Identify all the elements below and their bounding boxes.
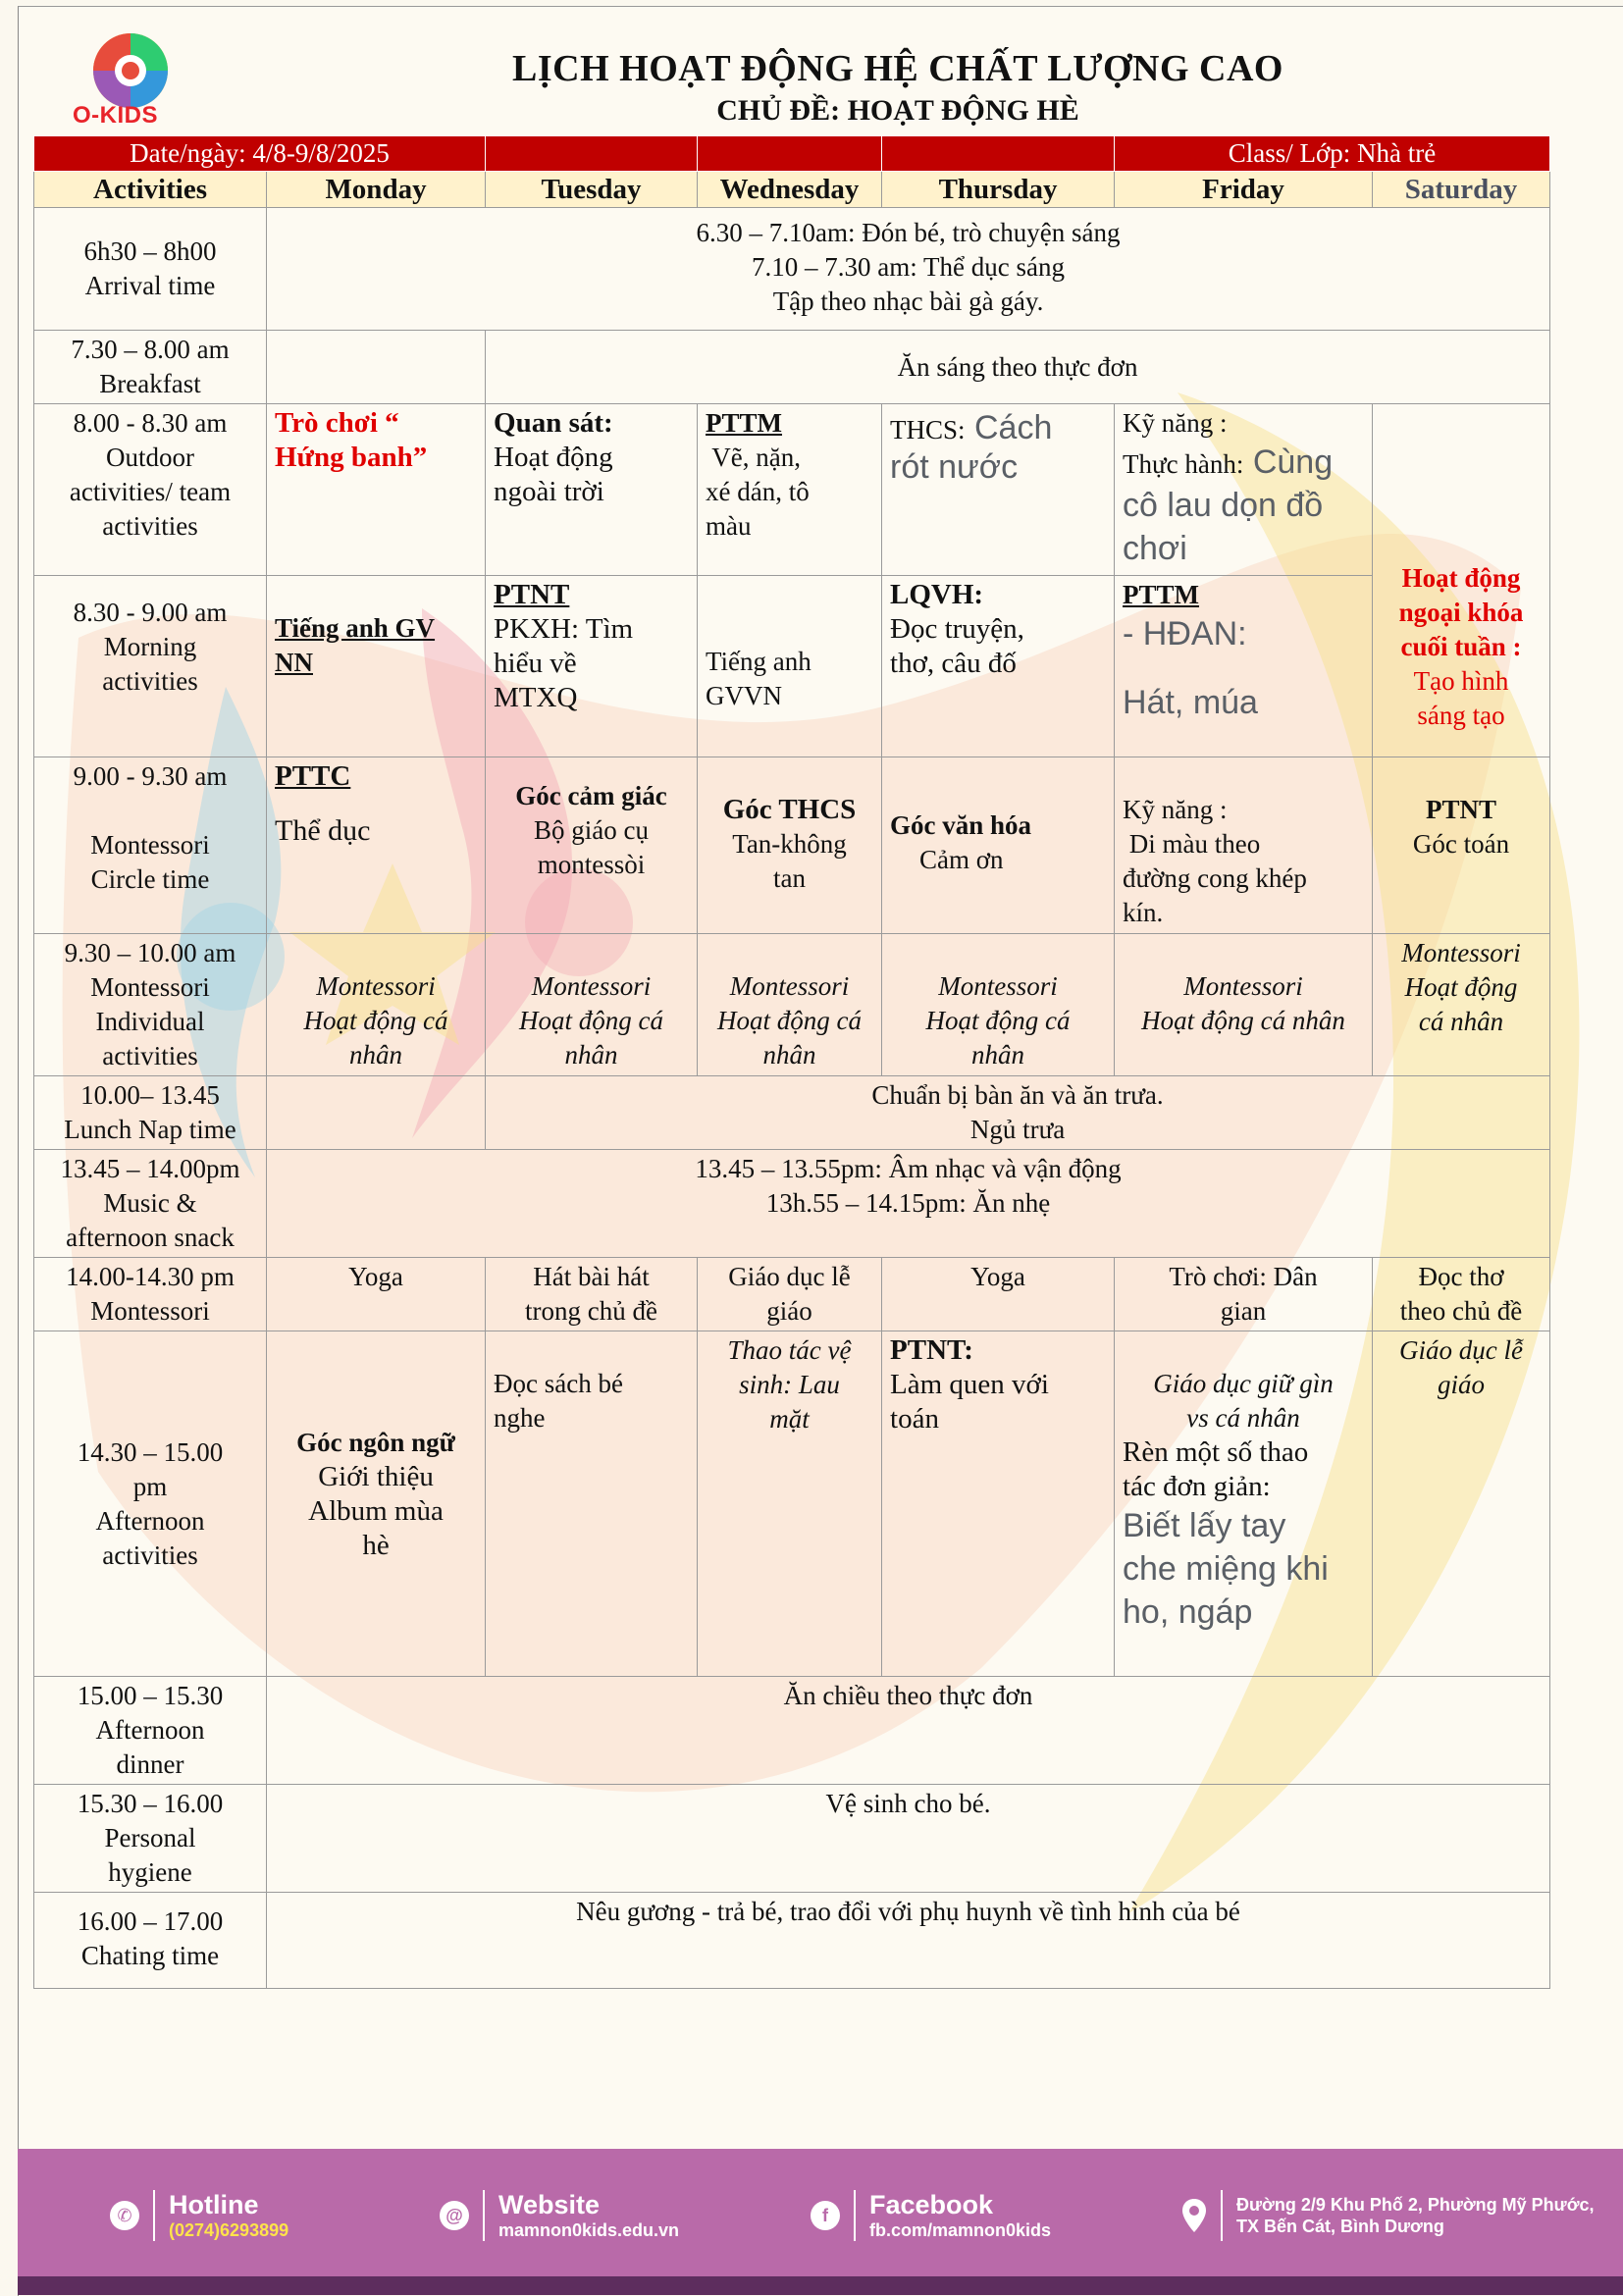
col-activities: Activities	[34, 172, 267, 208]
activity-cell: Đọc sách bé nghe	[486, 1331, 698, 1677]
activity-cell: PTNT: Làm quen với toán	[882, 1331, 1115, 1677]
activity-cell: Góc ngôn ngữ Giới thiệu Album mùa hè	[267, 1331, 486, 1677]
page-title: LỊCH HOẠT ĐỘNG HỆ CHẤT LƯỢNG CAO	[512, 48, 1283, 89]
activity-cell: Yoga	[882, 1258, 1115, 1331]
table-row	[34, 1785, 1550, 1893]
table-header-bar	[34, 136, 1550, 172]
activity-cell: Kỹ năng : Thực hành: Cùng cô lau dọn đồ chơi	[1115, 404, 1373, 576]
time-cell: 14.30 – 15.00 pm Afternoon activities	[34, 1331, 267, 1677]
table-row	[34, 404, 1550, 576]
activity-cell: LQVH: Đọc truyện, thơ, câu đố	[882, 576, 1115, 757]
at-icon: @	[440, 2201, 469, 2230]
activity-cell: Trò chơi: Dân gian	[1115, 1258, 1373, 1331]
activity-cell: Chuẩn bị bàn ăn và ăn trưa. Ngủ trưa	[486, 1076, 1550, 1150]
footer-address: Đường 2/9 Khu Phố 2, Phường Mỹ Phước, TX Bến Cát, Bình Dương	[1181, 2186, 1595, 2245]
logo-text: O-KIDS	[73, 102, 158, 129]
location-pin-icon	[1181, 2199, 1207, 2232]
activity-cell: Montessori Hoạt động cá nhân	[698, 934, 882, 1076]
table-row	[34, 1076, 1550, 1150]
time-cell: 15.00 – 15.30 Afternoon dinner	[34, 1677, 267, 1785]
activity-cell: Hoạt động ngoại khóa cuối tuần : Tạo hình sáng tạo	[1373, 404, 1550, 757]
time-cell: 13.45 – 14.00pm Music & afternoon snack	[34, 1150, 267, 1258]
activity-cell: PTTM - HĐAN: Hát, múa	[1115, 576, 1373, 757]
activity-cell: PTNT Góc toán	[1373, 757, 1550, 934]
table-row	[34, 331, 1550, 404]
activity-cell: Tiếng anh GVVN	[698, 576, 882, 757]
table-row	[34, 757, 1550, 934]
col-tuesday: Tuesday	[486, 172, 698, 208]
activity-cell: 13.45 – 13.55pm: Âm nhạc và vận động 13h.55 – 14.15pm: Ăn nhẹ	[267, 1150, 1550, 1258]
table-row	[34, 934, 1550, 1076]
activity-cell: Quan sát: Hoạt động ngoài trời	[486, 404, 698, 576]
activity-cell: Góc cảm giác Bộ giáo cụ montessòi	[486, 757, 698, 934]
activity-cell: Giáo dục lễ giáo	[1373, 1331, 1550, 1677]
phone-icon: ✆	[110, 2201, 139, 2230]
activity-cell: Montessori Hoạt động cá nhân	[1115, 934, 1373, 1076]
activity-cell: Hát bài hát trong chủ đề	[486, 1258, 698, 1331]
table-row	[34, 1893, 1550, 1989]
time-cell: 10.00– 13.45 Lunch Nap time	[34, 1076, 267, 1150]
date-label: Date/ngày: 4/8-9/8/2025	[34, 136, 486, 172]
footer-website[interactable]: @ Website mamnon0kids.edu.vn	[440, 2186, 679, 2245]
activity-cell: PTTC Thể dục	[267, 757, 486, 934]
time-cell: 9.00 - 9.30 am Montessori Circle time	[34, 757, 267, 934]
activity-cell: PTTM Vẽ, nặn, xé dán, tô màu	[698, 404, 882, 576]
facebook-icon: f	[811, 2201, 840, 2230]
col-thursday: Thursday	[882, 172, 1115, 208]
time-cell: 16.00 – 17.00 Chating time	[34, 1893, 267, 1989]
activity-cell: Montessori Hoạt động cá nhân	[882, 934, 1115, 1076]
footer-strip	[18, 2276, 1623, 2295]
page-subtitle: CHỦ ĐỀ: HOẠT ĐỘNG HÈ	[716, 94, 1079, 127]
activity-cell: Ăn sáng theo thực đơn	[486, 331, 1550, 404]
activity-cell: THCS: Cách rót nước	[882, 404, 1115, 576]
activity-cell: Montessori Hoạt động cá nhân	[486, 934, 698, 1076]
time-cell: 6h30 – 8h00 Arrival time	[34, 208, 267, 331]
class-label: Class/ Lớp: Nhà trẻ	[1115, 136, 1550, 172]
activity-cell: Vệ sinh cho bé.	[267, 1785, 1550, 1893]
day-header-row	[34, 172, 1550, 208]
activity-cell: Đọc thơ theo chủ đề	[1373, 1258, 1550, 1331]
col-monday: Monday	[267, 172, 486, 208]
table-row	[34, 1677, 1550, 1785]
time-cell: 14.00-14.30 pm Montessori	[34, 1258, 267, 1331]
table-row	[34, 1331, 1550, 1677]
activity-cell: Kỹ năng : Di màu theo đường cong khép kín.	[1115, 757, 1373, 934]
time-cell: 9.30 – 10.00 am Montessori Individual activities	[34, 934, 267, 1076]
table-row	[34, 1150, 1550, 1258]
activity-cell: Montessori Hoạt động cá nhân	[1373, 934, 1550, 1076]
schedule-table	[33, 135, 1550, 1989]
time-cell: 15.30 – 16.00 Personal hygiene	[34, 1785, 267, 1893]
col-saturday: Saturday	[1373, 172, 1550, 208]
col-friday: Friday	[1115, 172, 1373, 208]
time-cell: 7.30 – 8.00 am Breakfast	[34, 331, 267, 404]
activity-cell: Yoga	[267, 1258, 486, 1331]
time-cell: 8.30 - 9.00 am Morning activities	[34, 576, 267, 757]
activity-cell: Trò chơi “ Hứng banh”	[267, 404, 486, 576]
activity-cell: Ăn chiều theo thực đơn	[267, 1677, 1550, 1785]
activity-cell: Tiếng anh GV NN	[267, 576, 486, 757]
activity-cell: PTNT PKXH: Tìm hiểu về MTXQ	[486, 576, 698, 757]
activity-cell: Montessori Hoạt động cá nhân	[267, 934, 486, 1076]
activity-cell: Nêu gương - trả bé, trao đổi với phụ huynh về tình hình của bé	[267, 1893, 1550, 1989]
col-wednesday: Wednesday	[698, 172, 882, 208]
activity-cell: Giáo dục lễ giáo	[698, 1258, 882, 1331]
footer-facebook[interactable]: f Facebook fb.com/mamnon0kids	[811, 2186, 1051, 2245]
footer-hotline[interactable]: ✆ Hotline (0274)6293899	[110, 2186, 288, 2245]
table-row	[34, 576, 1550, 757]
activity-cell: Thao tác vệ sinh: Lau mặt	[698, 1331, 882, 1677]
table-row	[34, 1258, 1550, 1331]
activity-cell: Góc THCS Tan-không tan	[698, 757, 882, 934]
activity-cell: Giáo dục giữ gìn vs cá nhân Rèn một số thao tác đơn giản: Biết lấy tay che miệng khi ho, ngáp	[1115, 1331, 1373, 1677]
activity-cell: Góc văn hóa Cảm ơn	[882, 757, 1115, 934]
activity-cell: 6.30 – 7.10am: Đón bé, trò chuyện sáng 7.10 – 7.30 am: Thể dục sáng Tập theo nhạc bài gà gáy.	[267, 208, 1550, 331]
time-cell: 8.00 - 8.30 am Outdoor activities/ team activities	[34, 404, 267, 576]
table-row	[34, 208, 1550, 331]
